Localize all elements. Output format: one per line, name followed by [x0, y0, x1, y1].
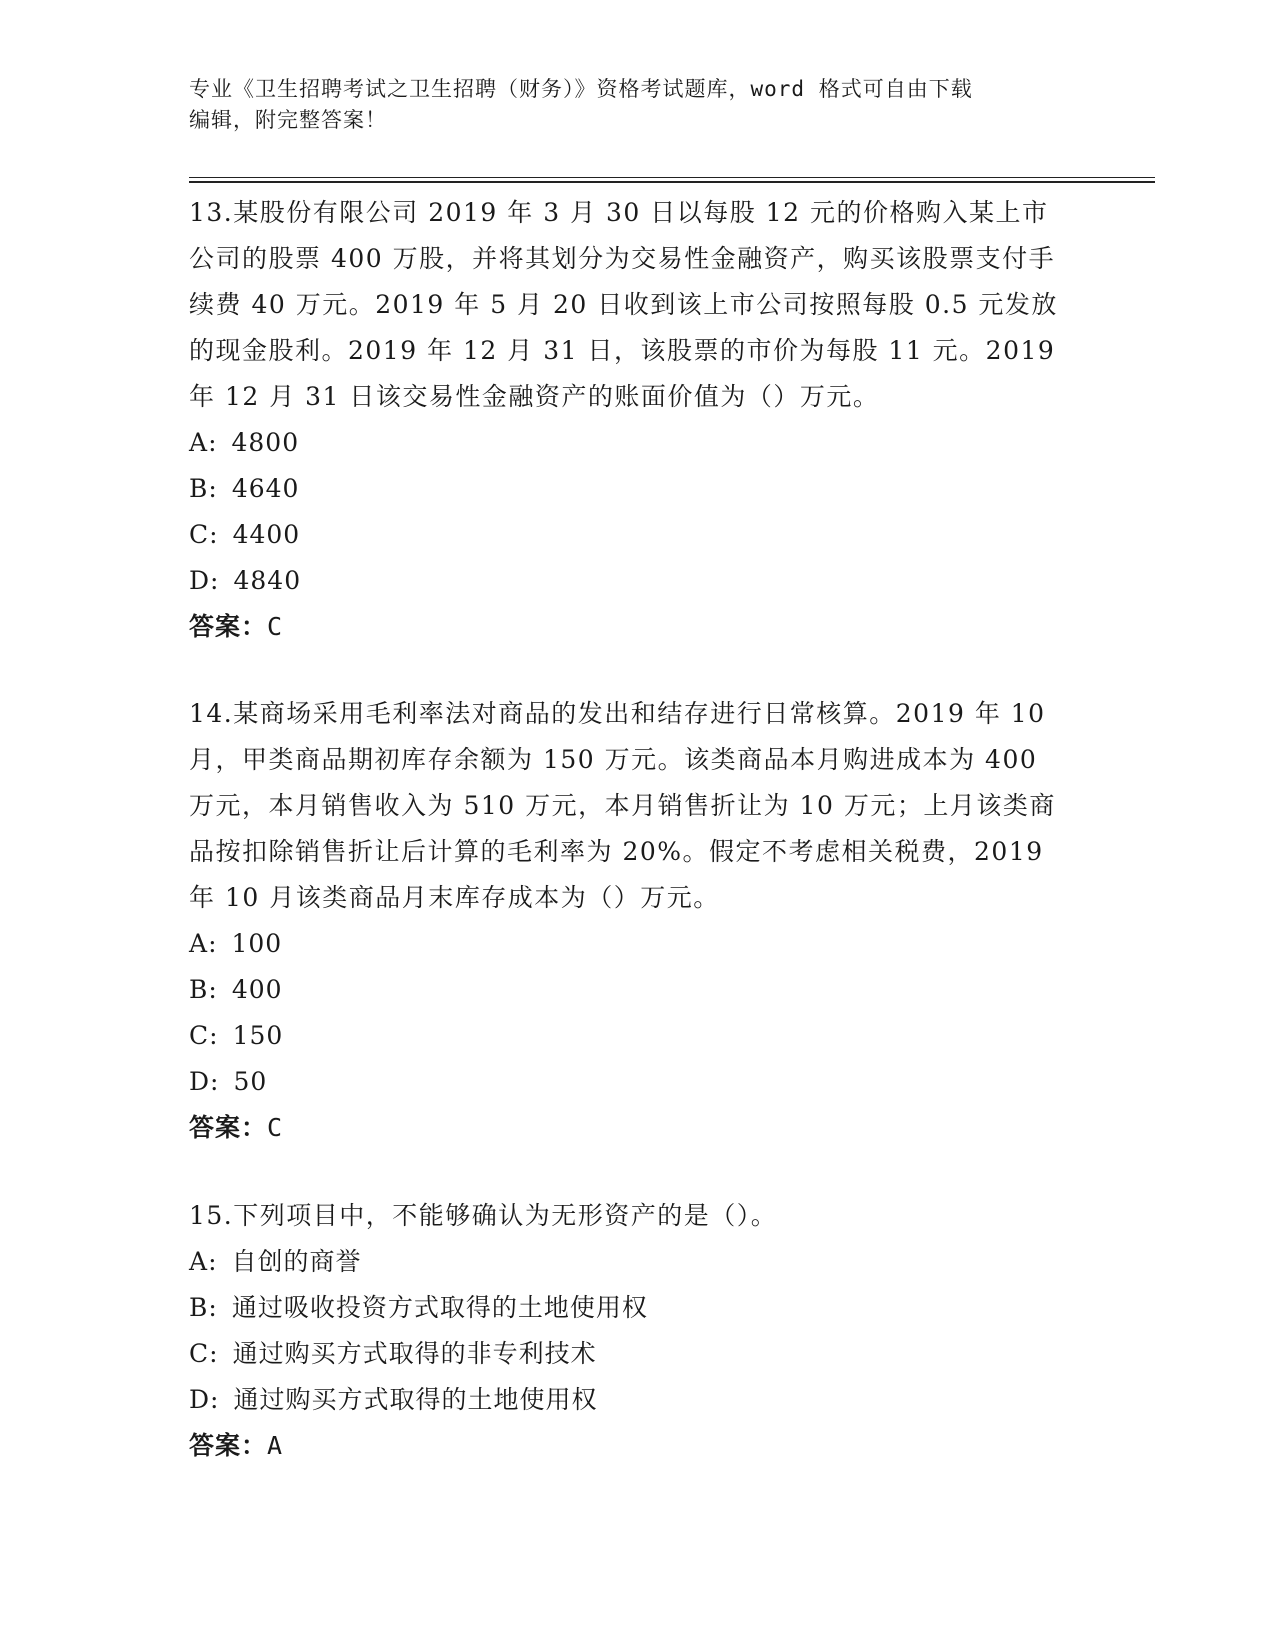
answer-label: 答案：	[189, 612, 268, 641]
header-title-line-2: 编辑，附完整答案！	[189, 108, 387, 132]
option-c	[189, 1013, 1069, 1059]
answer-value: C	[267, 612, 284, 641]
option-a	[189, 420, 1069, 466]
option-letter: C	[189, 520, 210, 549]
option-value: 400	[231, 975, 283, 1004]
option-separator: :	[208, 474, 218, 503]
option-separator: :	[208, 1247, 218, 1276]
option-separator: :	[209, 1021, 219, 1050]
option-separator: :	[208, 428, 218, 457]
option-separator: :	[209, 1339, 219, 1368]
option-value: 通过购买方式取得的土地使用权	[233, 1385, 598, 1414]
question-13	[189, 190, 1069, 650]
option-value: 通过购买方式取得的非专利技术	[232, 1339, 597, 1368]
option-letter: D	[189, 1385, 211, 1414]
option-letter: A	[189, 428, 209, 457]
option-a	[189, 921, 1069, 967]
option-separator: :	[209, 520, 219, 549]
option-d	[189, 1377, 1069, 1423]
option-value: 4800	[231, 428, 300, 457]
answer-label: 答案：	[189, 1431, 268, 1460]
answer-value: A	[267, 1431, 284, 1460]
option-letter: C	[189, 1021, 210, 1050]
answer-line	[189, 604, 1069, 650]
option-letter: C	[189, 1339, 210, 1368]
option-c	[189, 1331, 1069, 1377]
answer-line	[189, 1105, 1069, 1151]
header-title-line-1: 专业《卫生招聘考试之卫生招聘（财务）》资格考试题库，word 格式可自由下载	[189, 77, 973, 101]
option-separator: :	[208, 929, 218, 958]
option-letter: B	[189, 474, 209, 503]
answer-line	[189, 1423, 1069, 1469]
document-header	[189, 74, 1089, 136]
option-value: 50	[233, 1067, 268, 1096]
header-divider-thin	[189, 177, 1155, 178]
header-divider-thick	[189, 181, 1155, 183]
option-value: 4400	[232, 520, 301, 549]
question-text: 15.下列项目中，不能够确认为无形资产的是（）。	[189, 1201, 778, 1230]
answer-value: C	[267, 1113, 284, 1142]
option-value: 4640	[231, 474, 300, 503]
option-letter: B	[189, 975, 209, 1004]
option-separator: :	[208, 975, 218, 1004]
option-letter: A	[189, 1247, 209, 1276]
option-b	[189, 1285, 1069, 1331]
option-value: 150	[232, 1021, 284, 1050]
option-c	[189, 512, 1069, 558]
question-15	[189, 1193, 1069, 1469]
option-a	[189, 1239, 1069, 1285]
question-text: 13.某股份有限公司 2019 年 3 月 30 日以每股 12 元的价格购入某上市公司的股票 400 万股，并将其划分为交易性金融资产，购买该股票支付手续费 40 万元。2019 年 5 月 20 日收到该上市公司按照每股 0.5 元发放的现金股利。2019 年 12 月 31 日，该股票的市价为每股 11 元。2019 年 12 月 31 日该交易性金融资产的账面价值为（）万元。	[189, 198, 1058, 411]
option-separator: :	[208, 1293, 218, 1322]
option-letter: B	[189, 1293, 209, 1322]
option-separator: :	[210, 566, 220, 595]
option-letter: D	[189, 566, 211, 595]
question-text: 14.某商场采用毛利率法对商品的发出和结存进行日常核算。2019 年 10 月，甲类商品期初库存余额为 150 万元。该类商品本月购进成本为 400 万元，本月销售收入为 510 万元，本月销售折让为 10 万元；上月该类商品按扣除销售折让后计算的毛利率为 20%。假定不考虑相关税费，2019 年 10 月该类商品月末库存成本为（）万元。	[189, 699, 1056, 912]
option-value: 通过吸收投资方式取得的土地使用权	[231, 1293, 648, 1322]
option-b	[189, 466, 1069, 512]
option-value: 自创的商誉	[231, 1247, 362, 1276]
option-b	[189, 967, 1069, 1013]
answer-label: 答案：	[189, 1113, 268, 1142]
option-separator: :	[210, 1067, 220, 1096]
option-d	[189, 1059, 1069, 1105]
option-value: 100	[231, 929, 283, 958]
option-separator: :	[210, 1385, 220, 1414]
question-14	[189, 691, 1069, 1151]
option-letter: D	[189, 1067, 211, 1096]
option-value: 4840	[233, 566, 302, 595]
option-d	[189, 558, 1069, 604]
option-letter: A	[189, 929, 209, 958]
